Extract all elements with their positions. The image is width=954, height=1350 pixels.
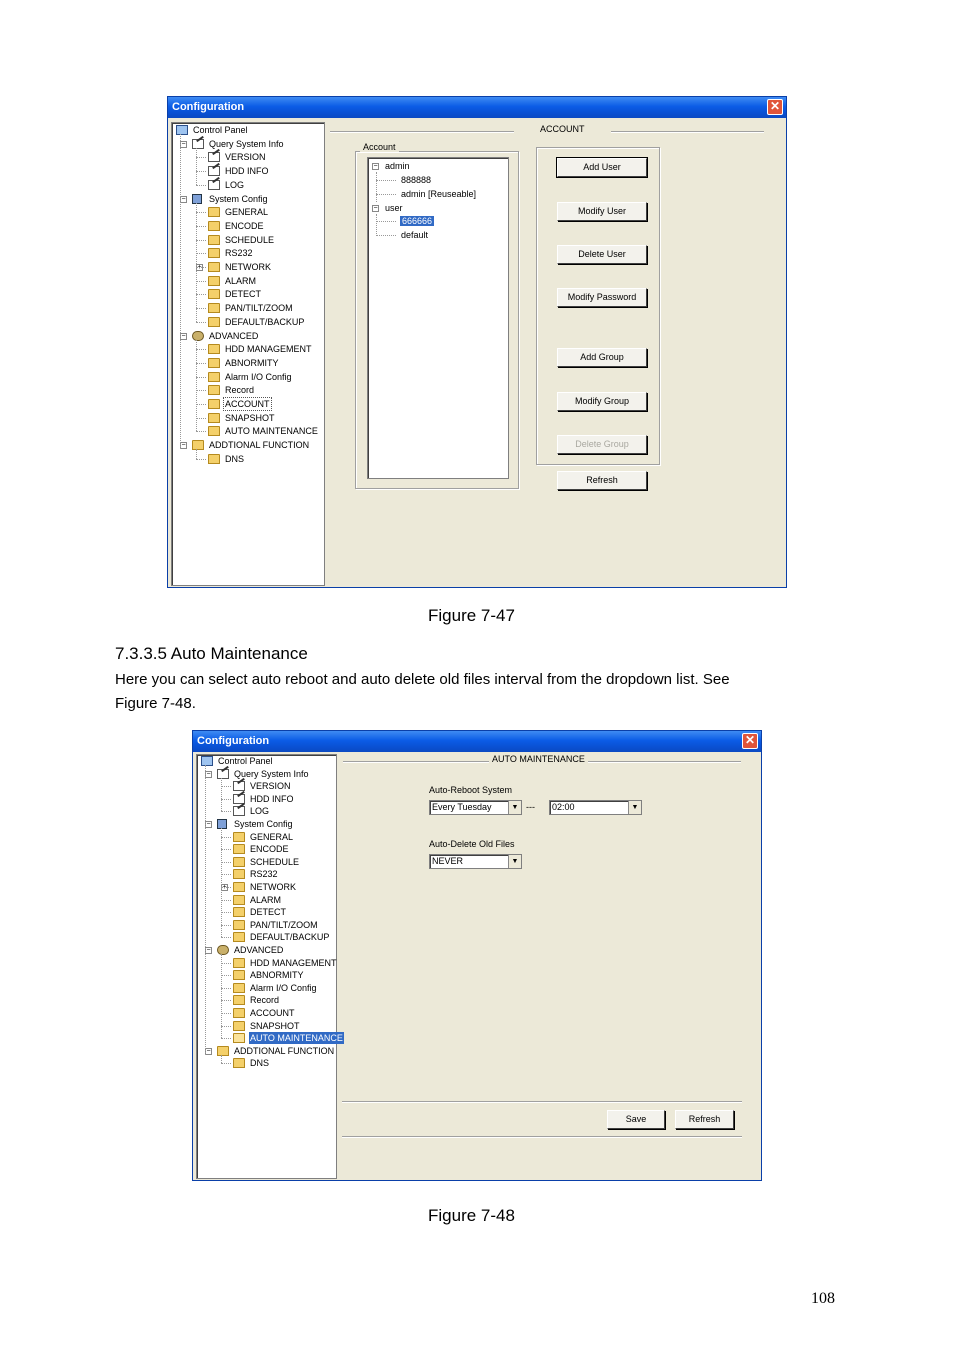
- folder-icon: [208, 426, 220, 436]
- refresh-button[interactable]: Refresh: [675, 1110, 734, 1129]
- folder-icon: [233, 983, 245, 993]
- folder-icon: [233, 832, 245, 842]
- navigation-tree: [171, 122, 325, 586]
- folder-icon: [208, 372, 220, 382]
- tree-item-label: HDD INFO: [225, 166, 269, 177]
- tree-item-label: DNS: [250, 1058, 270, 1069]
- tree-item-label: ACCOUNT: [250, 1008, 295, 1018]
- tree-item-label: SCHEDULE: [250, 856, 300, 867]
- tree-item-label: Control Panel: [218, 756, 273, 766]
- delete-group-button[interactable]: Delete Group: [557, 435, 647, 454]
- folder-icon: [233, 1021, 245, 1031]
- folder-icon: [208, 248, 220, 258]
- auto-reboot-time-select[interactable]: [549, 800, 642, 815]
- monitor-icon: [176, 125, 188, 135]
- button-divider-bottom: [342, 1136, 742, 1138]
- config-window-auto-maintenance: [192, 730, 762, 1181]
- doc-icon: [208, 152, 220, 162]
- folder-icon: [233, 920, 245, 930]
- account-user-default[interactable]: default: [401, 230, 429, 240]
- folder-icon: [233, 1058, 245, 1068]
- collapse-user-icon[interactable]: −: [373, 205, 378, 212]
- tree-item-label: Record: [225, 385, 255, 396]
- folder-icon: [208, 385, 220, 395]
- folder-icon: [233, 932, 245, 942]
- auto-reboot-label: Auto-Reboot System: [429, 785, 513, 795]
- tree-item-label: Alarm I/O Config: [225, 371, 292, 382]
- tree-item-label: ADDTIONAL FUNCTION: [209, 440, 310, 451]
- tree-item-label: Alarm I/O Config: [250, 982, 317, 993]
- doc-icon: [217, 769, 229, 779]
- collapse-icon[interactable]: −: [181, 442, 186, 450]
- tree-item-label: GENERAL: [225, 207, 269, 218]
- folder-icon: [208, 221, 220, 231]
- tree-item-label: HDD INFO: [250, 793, 294, 804]
- tree-item-label: ENCODE: [250, 844, 289, 855]
- folder-icon: [208, 454, 220, 464]
- auto-reboot-day-select[interactable]: [429, 800, 522, 815]
- delete-user-button[interactable]: Delete User: [557, 245, 647, 264]
- add-user-button[interactable]: Add User: [557, 158, 647, 177]
- tree-item-label: NETWORK: [225, 262, 271, 272]
- window-titlebar[interactable]: [193, 731, 761, 752]
- tools-icon: [217, 819, 227, 829]
- tree-item-label: PAN/TILT/ZOOM: [250, 919, 318, 930]
- window-titlebar[interactable]: [168, 97, 786, 118]
- auto-reboot-time-value: 02:00: [552, 802, 575, 812]
- collapse-icon[interactable]: −: [206, 770, 211, 778]
- monitor-icon: [201, 756, 213, 766]
- folder-icon: [217, 1046, 229, 1056]
- add-group-button[interactable]: Add Group: [557, 348, 647, 367]
- collapse-icon[interactable]: −: [206, 947, 211, 954]
- figure-caption: Figure 7-48: [428, 1206, 515, 1225]
- section-paragraph-line-1: Here you can select auto reboot and auto delete old files interval from the dropdown list. See: [115, 671, 730, 688]
- doc-icon: [208, 180, 220, 190]
- gears-icon: [217, 945, 229, 955]
- collapse-icon[interactable]: −: [181, 332, 186, 340]
- tree-item-label: VERSION: [225, 152, 266, 163]
- button-divider-top: [342, 1101, 742, 1103]
- account-group-user[interactable]: user: [385, 203, 403, 213]
- account-list[interactable]: [367, 157, 509, 479]
- folder-icon: [233, 995, 245, 1005]
- folder-icon: [208, 399, 220, 409]
- tree-item-label: RS232: [225, 248, 253, 259]
- figure-caption: Figure 7-47: [428, 606, 515, 625]
- refresh-button[interactable]: Refresh: [557, 471, 647, 490]
- folder-icon: [233, 1033, 245, 1043]
- collapse-icon[interactable]: −: [206, 1047, 211, 1055]
- gears-icon: [192, 331, 204, 341]
- section-title: ACCOUNT: [514, 124, 611, 134]
- account-user-888888[interactable]: 888888: [401, 175, 432, 185]
- doc-icon: [192, 139, 204, 149]
- tree-item-label: ENCODE: [225, 220, 264, 231]
- folder-icon: [208, 235, 220, 245]
- folder-icon: [233, 958, 245, 968]
- account-group-admin[interactable]: admin: [385, 161, 410, 171]
- section-heading: 7.3.3.5 Auto Maintenance: [115, 644, 308, 663]
- folder-icon: [208, 358, 220, 368]
- time-separator: ---: [526, 802, 535, 812]
- folder-icon: [208, 303, 220, 313]
- navigation-tree: [196, 754, 343, 1179]
- tree-item-label: ALARM: [250, 894, 282, 905]
- modify-password-button[interactable]: Modify Password: [557, 288, 647, 307]
- folder-icon: [208, 413, 220, 423]
- doc-icon: [233, 806, 245, 816]
- config-window-account: [167, 96, 787, 588]
- tree-item-label: Query System Info: [209, 138, 284, 149]
- folder-icon: [233, 907, 245, 917]
- tree-item-label: DNS: [225, 453, 245, 464]
- expand-icon[interactable]: +: [222, 884, 227, 891]
- tree-item-label: VERSION: [250, 781, 291, 792]
- account-user-666666[interactable]: 666666: [402, 216, 433, 226]
- folder-icon: [208, 344, 220, 354]
- tree-item-label: DEFAULT/BACKUP: [225, 316, 305, 327]
- collapse-icon[interactable]: −: [181, 195, 186, 203]
- folder-icon: [233, 970, 245, 980]
- tree-item-label: HDD MANAGEMENT: [250, 957, 337, 968]
- folder-icon: [233, 1008, 245, 1018]
- tree-item-label: ABNORMITY: [225, 357, 279, 368]
- folder-icon: [233, 844, 245, 854]
- window-title: Configuration: [197, 735, 270, 747]
- account-group-title: Account: [360, 142, 399, 152]
- tree-item-label: Control Panel: [193, 125, 248, 135]
- tree-item-label: AUTO MAINTENANCE: [225, 426, 318, 437]
- tree-item-label: ABNORMITY: [250, 970, 304, 981]
- tree-item-label: ADVANCED: [234, 945, 284, 955]
- dropdown-arrow-icon[interactable]: ▼: [508, 855, 521, 868]
- dropdown-arrow-icon[interactable]: ▼: [508, 801, 521, 814]
- tree-item-label: LOG: [250, 806, 270, 817]
- folder-icon: [208, 289, 220, 299]
- tree-item-label: System Config: [234, 819, 293, 829]
- account-user-admin-reuseable[interactable]: admin [Reuseable]: [401, 189, 477, 199]
- folder-icon: [208, 317, 220, 327]
- tree-item-label: DETECT: [225, 289, 261, 300]
- section-paragraph-line-2: Figure 7-48.: [115, 695, 196, 712]
- folder-icon: [233, 857, 245, 867]
- tree-item-label: ADDTIONAL FUNCTION: [234, 1045, 335, 1056]
- tree-item-label: NETWORK: [250, 882, 296, 892]
- tree-item-label: PAN/TILT/ZOOM: [225, 303, 293, 314]
- auto-reboot-day-value: Every Tuesday: [432, 802, 492, 812]
- tree-item-label: ACCOUNT: [225, 399, 270, 409]
- tree-item-label: GENERAL: [250, 831, 294, 842]
- folder-icon: [192, 440, 204, 450]
- auto-delete-select[interactable]: [429, 854, 522, 869]
- section-title: AUTO MAINTENANCE: [489, 754, 588, 764]
- tree-item-label: SNAPSHOT: [225, 412, 275, 423]
- auto-delete-value: NEVER: [432, 856, 464, 866]
- modify-user-button[interactable]: Modify User: [557, 202, 647, 221]
- tree-item-label: RS232: [250, 869, 278, 880]
- save-button[interactable]: Save: [607, 1110, 665, 1129]
- tree-item-label: HDD MANAGEMENT: [225, 344, 312, 355]
- folder-icon: [208, 207, 220, 217]
- tree-item-label: DETECT: [250, 907, 286, 918]
- auto-delete-label: Auto-Delete Old Files: [429, 839, 515, 849]
- tree-item-label: Record: [250, 995, 280, 1006]
- folder-icon: [233, 882, 245, 892]
- folder-icon: [233, 869, 245, 879]
- collapse-icon[interactable]: −: [181, 140, 186, 148]
- expand-icon[interactable]: +: [197, 264, 202, 271]
- folder-icon: [233, 895, 245, 905]
- tree-item-label: LOG: [225, 179, 245, 190]
- tools-icon: [192, 194, 202, 204]
- close-icon[interactable]: ✕: [742, 733, 758, 749]
- modify-group-button[interactable]: Modify Group: [557, 392, 647, 411]
- collapse-icon[interactable]: −: [206, 821, 211, 828]
- tree-item-label: SCHEDULE: [225, 234, 275, 245]
- tree-item-label: SNAPSHOT: [250, 1020, 300, 1031]
- collapse-admin-icon[interactable]: −: [373, 163, 378, 170]
- tree-item-label: System Config: [209, 193, 268, 204]
- tree-item-label: ADVANCED: [209, 330, 259, 341]
- tree-item-label: ALARM: [225, 275, 257, 286]
- doc-icon: [208, 166, 220, 176]
- tree-item-label: DEFAULT/BACKUP: [250, 932, 330, 943]
- window-title: Configuration: [172, 101, 245, 113]
- close-icon[interactable]: ✕: [767, 99, 783, 115]
- page-number: 108: [811, 1290, 835, 1307]
- folder-icon: [208, 262, 220, 272]
- folder-icon: [208, 276, 220, 286]
- dropdown-arrow-icon[interactable]: ▼: [628, 801, 641, 814]
- tree-item-label: Query System Info: [234, 768, 309, 779]
- tree-item-label: AUTO MAINTENANCE: [250, 1033, 343, 1044]
